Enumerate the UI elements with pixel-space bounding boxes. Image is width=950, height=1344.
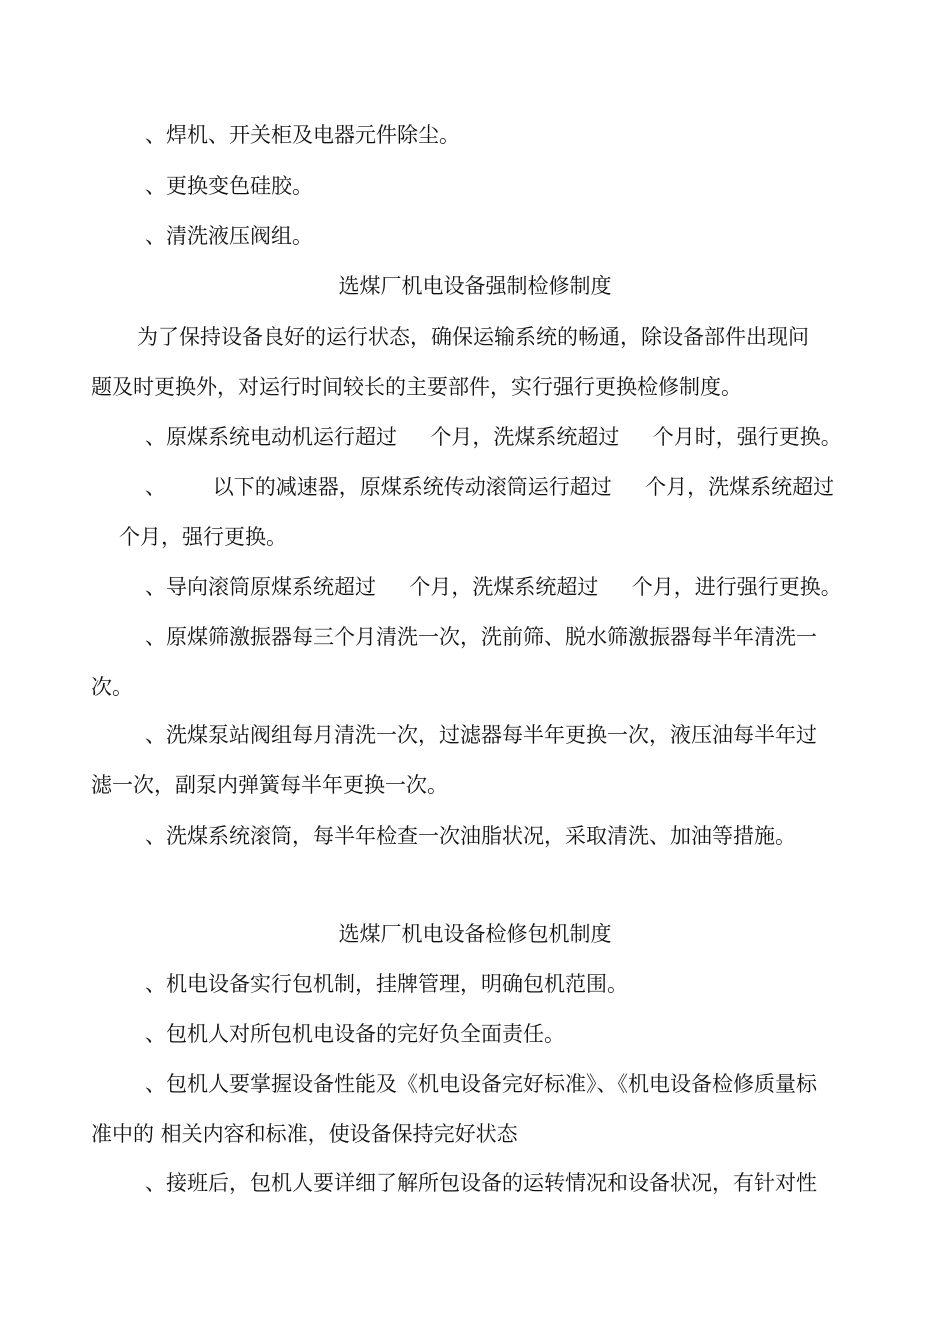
text-line: 、洗煤系统滚筒，每半年检查一次油脂状况，采取清洗、加油等措施。 [145, 824, 796, 848]
text-line: 、导向滚筒原煤系统超过 个月，洗煤系统超过 个月，进行强行更换。 [145, 575, 842, 599]
text-line: 、洗煤泵站阀组每月清洗一次，过滤器每半年更换一次，液压油每半年过 [145, 723, 817, 747]
text-line: 、接班后，包机人要详细了解所包设备的运转情况和设备状况，有针对性 [145, 1171, 817, 1195]
text-line: 、原煤系统电动机运行超过 个月，洗煤系统超过 个月时，强行更换。 [145, 425, 842, 449]
text-line: 为了保持设备良好的运行状态，确保运输系统的畅通，除设备部件出现问 [137, 325, 809, 349]
section-title: 选煤厂机电设备强制检修制度 [338, 274, 612, 298]
text-line: 、包机人要掌握设备性能及《机电设备完好标准》、《机电设备检修质量标 [145, 1072, 817, 1096]
text-line: 个月，强行更换。 [119, 525, 287, 549]
text-line: 、包机人对所包机电设备的完好负全面责任。 [145, 1022, 565, 1046]
text-line: 滤一次，副泵内弹簧每半年更换一次。 [91, 773, 448, 797]
text-line: 、清洗液压阀组。 [145, 224, 313, 248]
text-line: 次。 [91, 675, 133, 699]
text-line: 、原煤筛激振器每三个月清洗一次，洗前筛、脱水筛激振器每半年清洗一 [145, 625, 817, 649]
text-line: 、更换变色硅胶。 [145, 174, 313, 198]
text-line: 题及时更换外，对运行时间较长的主要部件，实行强行更换检修制度。 [91, 375, 742, 399]
section-title: 选煤厂机电设备检修包机制度 [338, 922, 612, 946]
text-line: 、焊机、开关柜及电器元件除尘。 [145, 123, 460, 147]
text-line: 、机电设备实行包机制，挂牌管理，明确包机范围。 [145, 972, 628, 996]
text-line: 准中的 相关内容和标准，使设备保持完好状态 [91, 1122, 518, 1146]
text-line: 、 以下的减速器，原煤系统传动滚筒运行超过 个月，洗煤系统超过 [145, 475, 835, 499]
